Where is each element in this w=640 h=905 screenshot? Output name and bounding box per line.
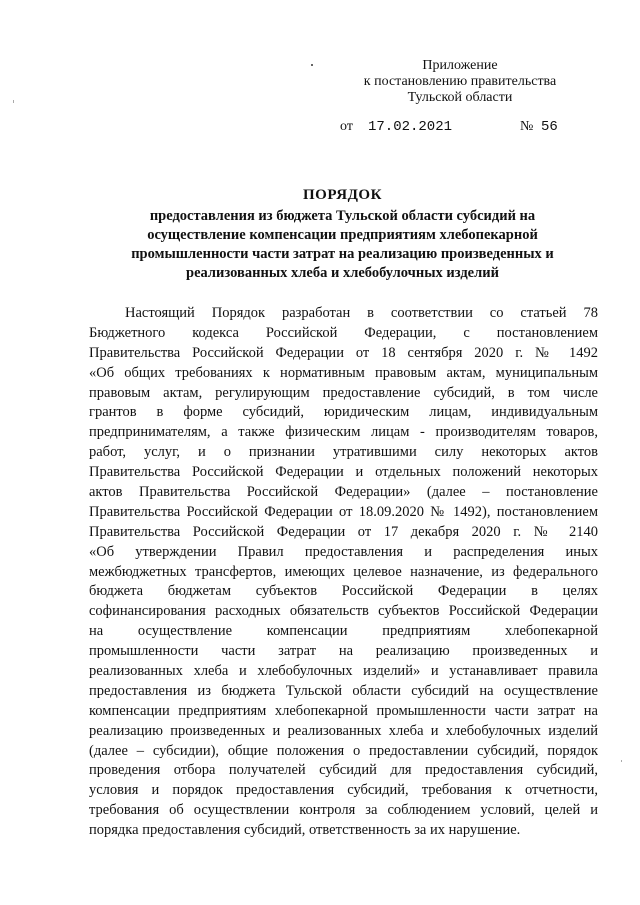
body-line: Правительства Российской Федерации и отдельных положений некоторых <box>89 464 598 481</box>
body-line: реализацию произведенных и реализованных хлеба и хлебобулочных изделий <box>89 722 598 739</box>
date-prefix: от <box>340 119 353 134</box>
title-subtitle-line: предоставления из бюджета Тульской области субсидий на <box>149 208 536 224</box>
body-paragraph <box>89 304 598 841</box>
body-line: софинансирования расходных обязательств субъектов Российской Федерации <box>89 603 598 620</box>
body-line: компенсации предприятиям хлебопекарной промышленности части затрат на <box>89 702 598 719</box>
body-line: актов Правительства Российской Федерации» (далее – постановление <box>89 484 598 501</box>
body-line: реализованных хлеба и хлебобулочных изделий» и устанавливает правила <box>89 663 598 680</box>
title-main: ПОРЯДОК <box>303 187 382 203</box>
body-line: правовым актам, регулирующим предоставление субсидий, в том числе <box>89 384 598 401</box>
title-subtitle-line: осуществление компенсации предприятиям хлебопекарной <box>147 227 538 243</box>
appendix-line: Тульской области <box>407 90 513 105</box>
appendix-header <box>330 58 590 106</box>
appendix-line: Приложение <box>422 58 498 73</box>
title-subtitle-line: промышленности части затрат на реализацию произведенных и <box>131 246 554 262</box>
scan-speck <box>13 100 14 103</box>
body-line: Правительства Российской Федерации от 17 декабря 2020 г. № 2140 <box>89 523 598 540</box>
body-line: проведения отбора получателей субсидий для предоставления субсидий, <box>89 762 598 779</box>
body-line: Правительства Российской Федерации от 18 сентября 2020 г. № 1492 <box>89 344 598 361</box>
body-line: грантов в форме субсидий, юридическим лицам, индивидуальным <box>89 404 598 421</box>
body-line: порядка предоставления субсидий, ответственность за их нарушение. <box>89 822 521 839</box>
body-line: требования об осуществлении контроля за соблюдением условий, целей и <box>89 802 598 819</box>
body-line: предоставления из бюджета Тульской области субсидий на осуществление <box>89 682 598 699</box>
body-line: бюджета бюджетам субъектов Российской Федерации в целях <box>89 583 598 600</box>
ordinance-number: 56 <box>541 119 558 135</box>
scan-speck <box>621 760 622 762</box>
body-line: Настоящий Порядок разработан в соответствии со статьей 78 <box>125 305 598 321</box>
body-line: работ, услуг, и о признании утратившими силу некоторых актов <box>89 444 598 461</box>
body-line: Бюджетного кодекса Российской Федерации, с постановлением <box>89 324 598 341</box>
body-line: на осуществление компенсации предприятиям хлебопекарной <box>89 623 598 640</box>
body-line: предпринимателям, а также физическим лицам - производителям товаров, <box>89 424 598 441</box>
body-line: «Об утверждении Правил предоставления и распределения иных <box>89 543 598 560</box>
title-subtitle-line: реализованных хлеба и хлебобулочных изделий <box>186 265 499 281</box>
document-title <box>90 186 595 283</box>
scan-speck <box>311 64 313 66</box>
body-line: промышленности части затрат на реализацию произведенных и <box>89 643 598 660</box>
body-line: (далее – субсидии), общие положения о предоставлении субсидий, порядок <box>89 742 598 759</box>
appendix-line: к постановлению правительства <box>363 74 557 89</box>
ordinance-date: 17.02.2021 <box>368 119 453 135</box>
body-line: условия и порядок предоставления субсидий, требования к отчетности, <box>89 782 598 799</box>
body-line: межбюджетных трансфертов, имеющих целевое назначение, из федерального <box>89 563 598 580</box>
body-line: «Об общих требованиях к нормативным правовым актам, муниципальным <box>89 364 598 381</box>
number-sign: № <box>520 119 534 134</box>
body-line: Правительства Российской Федерации от 18.09.2020 № 1492), постановлением <box>89 503 598 520</box>
